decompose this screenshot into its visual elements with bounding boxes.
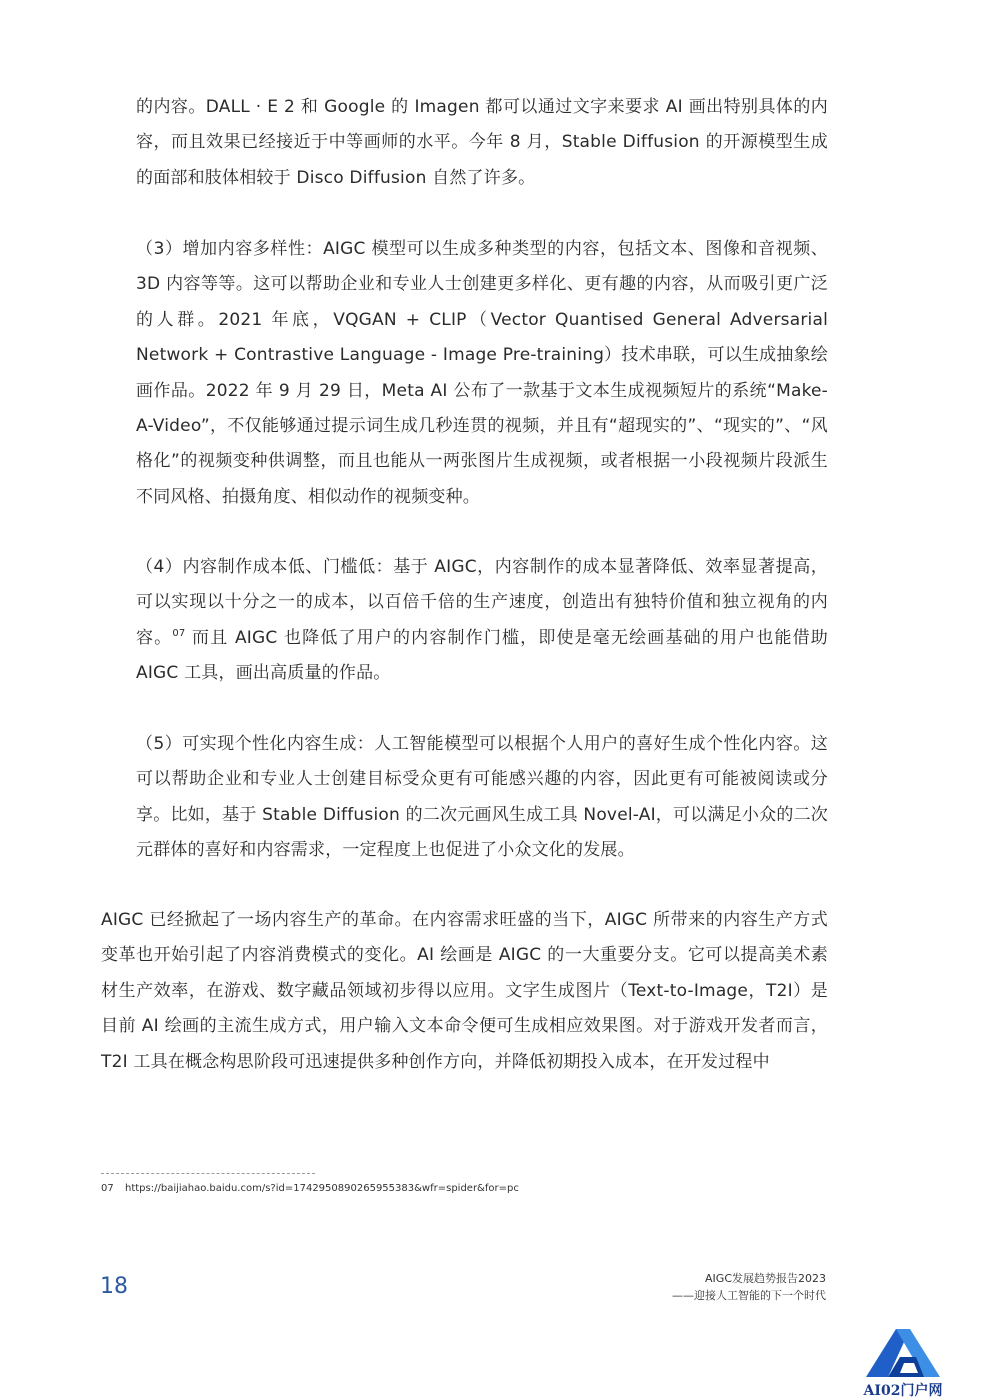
footnote-link[interactable]: https://baijiahao.baidu.com/s?id=1742950890265955383&wfr=spider&for=pc <box>125 1183 519 1194</box>
triangle-logo-icon <box>858 1325 948 1383</box>
paragraph-point-4 <box>136 550 828 692</box>
report-subtitle: ——迎接人工智能的下一个时代 <box>672 1289 826 1302</box>
paragraph-point-5: （5）可实现个性化内容生成：人工智能模型可以根据个人用户的喜好生成个性化内容。这可以帮助企业和专业人士创建目标受众更有可能感兴趣的内容，因此更有可能被阅读或分享。比如，基于 Stable Diffusion 的二次元画风生成工具 Novel-AI，可以满足小众的二次元群体的喜好和内容需求，一定程度上也促进了小众文化的发展。 <box>136 734 828 861</box>
footnote <box>101 1183 519 1194</box>
footnote-reference[interactable]: 07 <box>172 627 186 639</box>
paragraph-intro-continuation: 的内容。DALL · E 2 和 Google 的 Imagen 都可以通过文字来要求 AI 画出特别具体的内容，而且效果已经接近于中等画师的水平。今年 8 月，Stable Diffusion 的开源模型生成的面部和肢体相较于 Disco Diffusion 自然了许多。 <box>136 97 828 188</box>
report-title-block <box>672 1270 826 1304</box>
paragraph-point-3: （3）增加内容多样性：AIGC 模型可以生成多种类型的内容，包括文本、图像和音视频、3D 内容等等。这可以帮助企业和专业人士创建更多样化、更有趣的内容，从而吸引更广泛的人群。2021 年底，VQGAN + CLIP（Vector Quantised General Adversarial Network + Contrastive Language - Image Pre-training）技术串联，可以生成抽象绘画作品。2022 年 9 月 29 日，Meta AI 公布了一款基于文本生成视频短片的系统“Make-A-Video”，不仅能够通过提示词生成几秒连贯的视频，并且有“超现实的”、“现实的”、“风格化”的视频变种供调整，而且也能从一两张图片生成视频，或者根据一小段视频片段派生不同风格、拍摄角度、相似动作的视频变种。 <box>136 239 828 507</box>
report-title: AIGC发展趋势报告2023 <box>705 1272 826 1285</box>
footnote-divider <box>101 1173 315 1174</box>
page-number: 18 <box>100 1274 128 1299</box>
footnote-number: 07 <box>101 1183 114 1194</box>
paragraph-aigc-revolution: AIGC 已经掀起了一场内容生产的革命。在内容需求旺盛的当下，AIGC 所带来的内容生产方式变革也开始引起了内容消费模式的变化。AI 绘画是 AIGC 的一大重要分支。它可以提高美术素材生产效率，在游戏、数字藏品领域初步得以应用。文字生成图片（Text-to-Image，T2I）是目前 AI 绘画的主流生成方式，用户输入文本命令便可生成相应效果图。对于游戏开发者而言，T2I 工具在概念构思阶段可迅速提供多种创作方向，并降低初期投入成本，在开发过程中 <box>101 910 828 1072</box>
watermark-text: AI02门户网 <box>863 1383 943 1399</box>
watermark-logo <box>858 1325 948 1399</box>
point-4-text-before: （4）内容制作成本低、门槛低：基于 AIGC，内容制作的成本显著降低、效率显著提高，可以实现以十分之一的成本，以百倍千倍的生产速度，创造出有独特价值和独立视角的内容。 <box>136 557 828 648</box>
point-4-text-after: 而且 AIGC 也降低了用户的内容制作门槛，即使是毫无绘画基础的用户也能借助 AIGC 工具，画出高质量的作品。 <box>136 627 828 684</box>
